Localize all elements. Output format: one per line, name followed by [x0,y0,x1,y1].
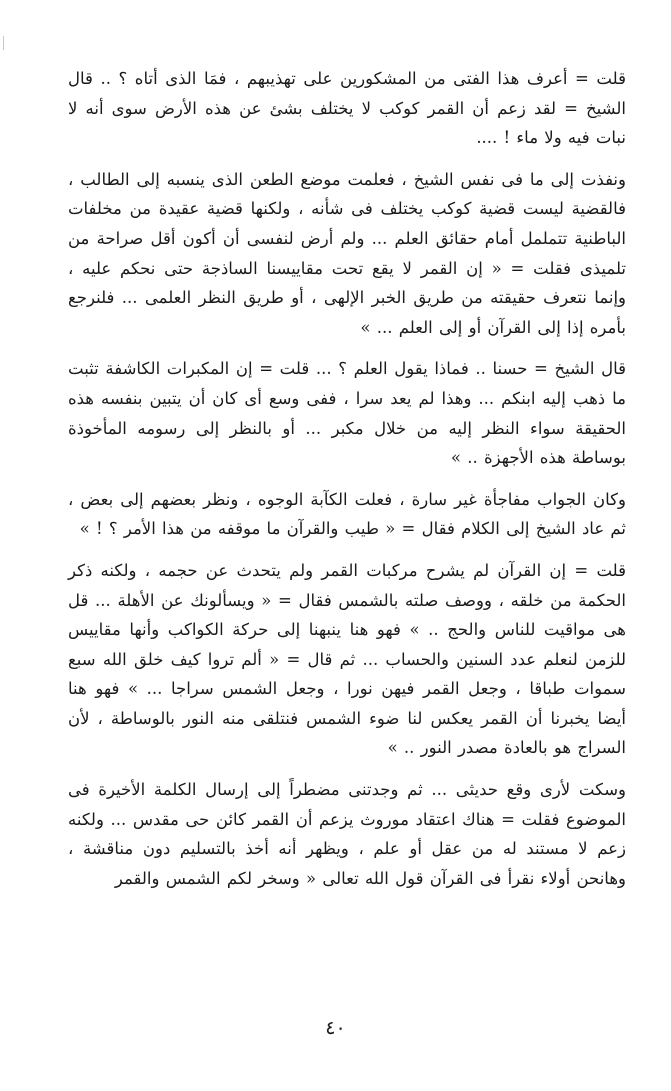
page-number: ٤٠ [325,1017,346,1039]
text-column [68,64,626,905]
paragraph-1: قلت = أعرف هذا الفتى من المشكورين على تهذيبهم ، فمَا الذى أتاه ؟ .. قال الشيخ = لقد زعم أن القمر كوكب لا يختلف بشئ عن هذه الأرض سوى أنه لا نبات فيه ولا ماء ! .... [68,69,626,148]
paragraph-4: وكان الجواب مفاجأة غير سارة ، فعلت الكآبة الوجوه ، ونظر بعضهم إلى بعض ، ثم عاد الشيخ إلى الكلام فقال = « طيب والقرآن ما موقفه من هذا الأمر ؟ ! » [68,489,626,539]
scan-edge-mark [3,36,8,50]
paragraph-2: ونفذت إلى ما فى نفس الشيخ ، فعلمت موضع الطعن الذى ينسبه إلى الطالب ، فالقضية ليست قضية كوكب يختلف فى شأنه ، ولكنها قضية عقيدة من مخلفات الباطنية تتململ أمام حقائق العلم ... ولم أرض لنفسى أن أكون أقل صراحة من تلميذى فقلت = « إن القمر لا يقع تحت مقاييسنا الساذجة حتى نحكم عليه ، وإنما نتعرف حقيقته من طريق الخبر الإلهى ، أو طريق النظر العلمى ... فلنرجع بأمره إذا إلى القرآن أو إلى العلم ... » [68,169,626,337]
paragraph-5: قلت = إن القرآن لم يشرح مركبات القمر ولم يتحدث عن حجمه ، ولكنه ذكر الحكمة من خلقه ، ووصف صلته بالشمس فقال = « ويسألونك عن الأهلة ... قل هى مواقيت للناس والحج .. » فهو هنا ينبهنا إلى حركة الكواكب وأنها مقاييس للزمن لنعلم عدد السنين والحساب ... ثم قال = « ألم تروا كيف خلق الله سبع سموات طباقا ، وجعل القمر فيهن نورا ، وجعل الشمس سراجا ... » فهو هنا أيضا يخبرنا أن القمر يعكس لنا ضوء الشمس فنتلقى منه النور بالوساطة ، لأن السراج هو بالعادة مصدر النور .. » [68,560,626,758]
paragraph-6: وسكت لأرى وقع حديثى ... ثم وجدتنى مضطراً إلى إرسال الكلمة الأخيرة فى الموضوع فقلت = هناك اعتقاد موروث يزعم أن القمر كائن حى مقدس ... ولكنه زعم لا مستند له من عقل أو علم ، ويظهر أنه أخذ بالتسليم دون مناقشة ، وهانحن أولاء نقرأ فى القرآن قول الله تعالى « وسخر لكم الشمس والقمر [68,780,626,888]
paragraph-3: قال الشيخ = حسنا .. فماذا يقول العلم ؟ ... قلت = إن المكبرات الكاشفة تثبت ما ذهب إليه ابنكم ... وهذا لم يعد سرا ، ففى وسع أى كان أن يتبين بنفسه هذه الحقيقة سواء النظر إليه من خلال مكبر ... أو بالنظر إلى رسومه المأخوذة بوساطة هذه الأجهزة .. » [68,359,626,468]
